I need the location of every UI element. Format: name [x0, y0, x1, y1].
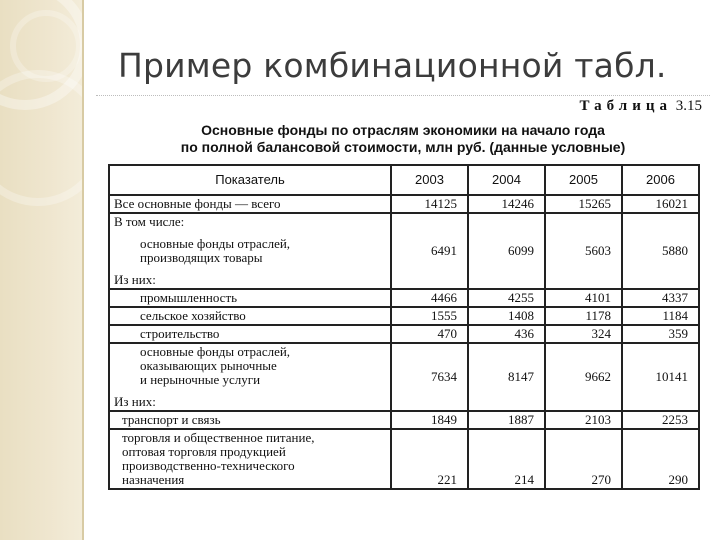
cell-value: 436: [468, 325, 545, 343]
row-label-line: торговля и общественное питание,: [122, 430, 315, 445]
including-label: В том числе:: [114, 214, 185, 229]
row-label: [109, 213, 391, 289]
title-divider: [96, 95, 710, 96]
row-label: [109, 343, 391, 411]
decorative-ring: [10, 10, 82, 82]
cell-value: 6491: [391, 213, 468, 289]
caption-line-2: по полной балансовой стоимости, млн руб. (данные условные): [180, 139, 626, 155]
cell-value: 14125: [391, 195, 468, 213]
side-band-edge: [82, 0, 84, 540]
decorative-ring: [0, 70, 82, 206]
table-row: [109, 343, 699, 411]
cell-value: 359: [622, 325, 699, 343]
table-label-number: 3.15: [675, 98, 702, 114]
row-label: [109, 411, 391, 429]
row-label-line: строительство: [140, 326, 220, 341]
table-row: [109, 411, 699, 429]
row-label-line: оптовая торговля продукцией: [122, 444, 286, 459]
cell-value: 4337: [622, 289, 699, 307]
cell-value: 290: [622, 429, 699, 489]
table-row: [109, 289, 699, 307]
row-label-line: основные фонды отраслей,: [140, 236, 291, 251]
table-caption: [108, 122, 698, 156]
cell-value: 14246: [468, 195, 545, 213]
cell-value: 1555: [391, 307, 468, 325]
row-label: Все основные фонды — всего: [109, 195, 391, 213]
cell-value: 9662: [545, 343, 622, 411]
row-label: [109, 307, 391, 325]
cell-value: 4466: [391, 289, 468, 307]
cell-value: 8147: [468, 343, 545, 411]
table-number-label: [580, 98, 702, 115]
row-label-line: назначения: [122, 472, 185, 487]
of-them-label: Из них:: [114, 394, 156, 409]
cell-value: 10141: [622, 343, 699, 411]
table-label-word: Таблица: [579, 98, 672, 114]
row-label-line: производственно-технического: [122, 458, 295, 473]
row-label: [109, 429, 391, 489]
of-them-label: Из них:: [114, 272, 156, 287]
row-label-line: транспорт и связь: [122, 412, 221, 427]
cell-value: 2103: [545, 411, 622, 429]
cell-value: 16021: [622, 195, 699, 213]
table-header-row: [109, 165, 699, 195]
header-year: 2006: [622, 165, 699, 195]
cell-value: 1184: [622, 307, 699, 325]
cell-value: 4255: [468, 289, 545, 307]
funds-table: [108, 164, 700, 490]
caption-line-1: Основные фонды по отраслям экономики на начало года: [201, 122, 605, 138]
cell-value: 324: [545, 325, 622, 343]
cell-value: 1887: [468, 411, 545, 429]
row-label-line: промышленность: [140, 290, 238, 305]
decorative-side-band: [0, 0, 82, 540]
header-year: 2005: [545, 165, 622, 195]
cell-value: 2253: [622, 411, 699, 429]
cell-value: 214: [468, 429, 545, 489]
header-indicator: Показатель: [109, 165, 391, 195]
row-label-line: производящих товары: [140, 250, 263, 265]
cell-value: 1178: [545, 307, 622, 325]
row-label-line: сельское хозяйство: [140, 308, 246, 323]
table-row: [109, 429, 699, 489]
row-label-line: основные фонды отраслей,: [140, 344, 291, 359]
header-year: 2003: [391, 165, 468, 195]
row-label-line: и нерыночные услуги: [140, 372, 261, 387]
cell-value: 6099: [468, 213, 545, 289]
cell-value: 5880: [622, 213, 699, 289]
cell-value: 15265: [545, 195, 622, 213]
slide-title: Пример комбинационной табл.: [118, 46, 667, 85]
cell-value: 470: [391, 325, 468, 343]
cell-value: 5603: [545, 213, 622, 289]
row-label: [109, 289, 391, 307]
cell-value: 4101: [545, 289, 622, 307]
table-row: [109, 195, 699, 213]
header-year: 2004: [468, 165, 545, 195]
cell-value: 221: [391, 429, 468, 489]
table-row: [109, 213, 699, 289]
row-label: [109, 325, 391, 343]
cell-value: 7634: [391, 343, 468, 411]
table-row: [109, 307, 699, 325]
cell-value: 270: [545, 429, 622, 489]
cell-value: 1849: [391, 411, 468, 429]
table-row: [109, 325, 699, 343]
row-label-line: оказывающих рыночные: [140, 358, 277, 373]
cell-value: 1408: [468, 307, 545, 325]
